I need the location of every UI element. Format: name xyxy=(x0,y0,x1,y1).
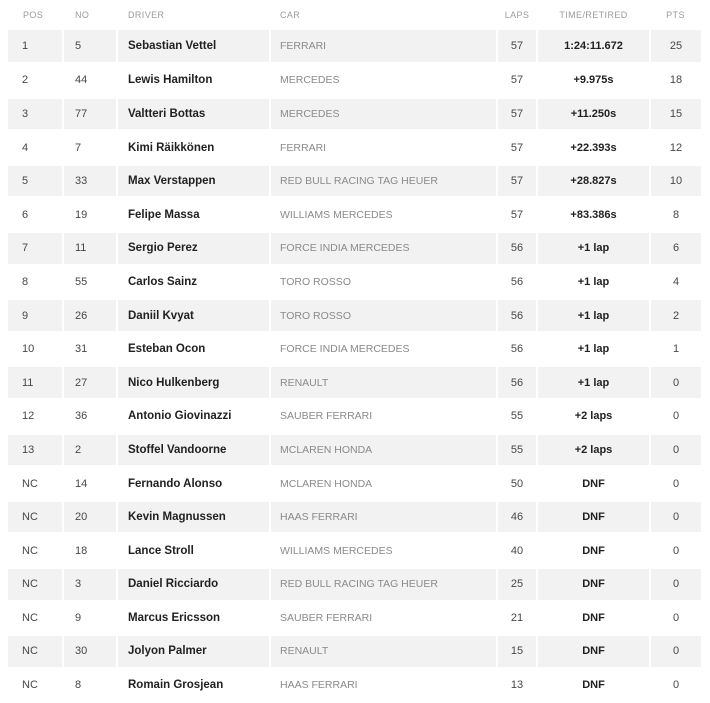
time-retired-cell: DNF xyxy=(537,635,650,669)
header-row xyxy=(8,0,701,30)
position-cell: 3 xyxy=(8,97,63,131)
table-row xyxy=(8,198,701,232)
car-team-cell: SAUBER FERRARI xyxy=(270,400,497,434)
column-header-driver: DRIVER xyxy=(128,10,165,20)
car-team-cell: FORCE INDIA MERCEDES xyxy=(270,332,497,366)
position-cell: 11 xyxy=(8,366,63,400)
driver-name-cell: Marcus Ericsson xyxy=(117,601,270,635)
position-cell: 4 xyxy=(8,131,63,165)
car-number-cell: 20 xyxy=(63,500,117,534)
car-number-cell: 7 xyxy=(63,131,117,165)
car-number-cell: 5 xyxy=(63,30,117,64)
time-retired-cell: +1 lap xyxy=(537,366,650,400)
car-number-cell: 55 xyxy=(63,265,117,299)
time-retired-cell: +1 lap xyxy=(537,232,650,266)
driver-name-cell: Fernando Alonso xyxy=(117,467,270,501)
laps-cell: 56 xyxy=(497,299,537,333)
car-number-cell: 14 xyxy=(63,467,117,501)
car-team-cell: HAAS FERRARI xyxy=(270,668,497,702)
position-cell: NC xyxy=(8,568,63,602)
driver-name-cell: Daniel Ricciardo xyxy=(117,568,270,602)
laps-cell: 13 xyxy=(497,668,537,702)
car-number-cell: 3 xyxy=(63,568,117,602)
time-retired-cell: DNF xyxy=(537,467,650,501)
table-row xyxy=(8,97,701,131)
points-cell: 8 xyxy=(650,198,701,232)
table-row xyxy=(8,601,701,635)
results-table xyxy=(8,0,701,703)
table-row xyxy=(8,366,701,400)
laps-cell: 21 xyxy=(497,601,537,635)
time-retired-cell: DNF xyxy=(537,500,650,534)
column-header-laps: LAPS xyxy=(504,10,530,20)
points-cell: 0 xyxy=(650,500,701,534)
car-number-cell: 36 xyxy=(63,400,117,434)
position-cell: NC xyxy=(8,467,63,501)
car-team-cell: RED BULL RACING TAG HEUER xyxy=(270,164,497,198)
driver-name-cell: Max Verstappen xyxy=(117,164,270,198)
laps-cell: 57 xyxy=(497,164,537,198)
car-number-cell: 30 xyxy=(63,635,117,669)
car-number-cell: 44 xyxy=(63,64,117,98)
car-team-cell: HAAS FERRARI xyxy=(270,500,497,534)
car-team-cell: FERRARI xyxy=(270,30,497,64)
column-header-time: TIME/RETIRED xyxy=(559,10,628,20)
time-retired-cell: +1 lap xyxy=(537,332,650,366)
time-retired-cell: +9.975s xyxy=(537,64,650,98)
driver-name-cell: Esteban Ocon xyxy=(117,332,270,366)
car-number-cell: 26 xyxy=(63,299,117,333)
points-cell: 25 xyxy=(650,30,701,64)
position-cell: 5 xyxy=(8,164,63,198)
driver-name-cell: Daniil Kvyat xyxy=(117,299,270,333)
driver-name-cell: Felipe Massa xyxy=(117,198,270,232)
position-cell: 13 xyxy=(8,433,63,467)
column-header-pos: POS xyxy=(23,10,44,20)
car-number-cell: 31 xyxy=(63,332,117,366)
position-cell: 10 xyxy=(8,332,63,366)
time-retired-cell: +22.393s xyxy=(537,131,650,165)
car-number-cell: 19 xyxy=(63,198,117,232)
table-row xyxy=(8,265,701,299)
table-row xyxy=(8,534,701,568)
car-team-cell: TORO ROSSO xyxy=(270,265,497,299)
table-row xyxy=(8,433,701,467)
table-row xyxy=(8,164,701,198)
car-team-cell: FERRARI xyxy=(270,131,497,165)
driver-name-cell: Antonio Giovinazzi xyxy=(117,400,270,434)
time-retired-cell: DNF xyxy=(537,668,650,702)
position-cell: NC xyxy=(8,534,63,568)
laps-cell: 50 xyxy=(497,467,537,501)
laps-cell: 57 xyxy=(497,198,537,232)
position-cell: 2 xyxy=(8,64,63,98)
car-number-cell: 18 xyxy=(63,534,117,568)
column-header-pts: PTS xyxy=(666,10,685,20)
points-cell: 0 xyxy=(650,400,701,434)
car-team-cell: RED BULL RACING TAG HEUER xyxy=(270,568,497,602)
car-team-cell: MCLAREN HONDA xyxy=(270,433,497,467)
table-row xyxy=(8,232,701,266)
car-team-cell: RENAULT xyxy=(270,635,497,669)
car-team-cell: MCLAREN HONDA xyxy=(270,467,497,501)
points-cell: 10 xyxy=(650,164,701,198)
points-cell: 6 xyxy=(650,232,701,266)
laps-cell: 57 xyxy=(497,64,537,98)
points-cell: 0 xyxy=(650,433,701,467)
laps-cell: 57 xyxy=(497,97,537,131)
laps-cell: 55 xyxy=(497,400,537,434)
position-cell: 8 xyxy=(8,265,63,299)
points-cell: 2 xyxy=(650,299,701,333)
table-row xyxy=(8,30,701,64)
points-cell: 12 xyxy=(650,131,701,165)
car-number-cell: 2 xyxy=(63,433,117,467)
driver-name-cell: Carlos Sainz xyxy=(117,265,270,299)
table-row xyxy=(8,668,701,702)
results-table-body xyxy=(8,30,701,702)
points-cell: 0 xyxy=(650,668,701,702)
laps-cell: 57 xyxy=(497,131,537,165)
table-row xyxy=(8,635,701,669)
position-cell: 7 xyxy=(8,232,63,266)
time-retired-cell: +83.386s xyxy=(537,198,650,232)
results-table-header xyxy=(8,0,701,30)
driver-name-cell: Kevin Magnussen xyxy=(117,500,270,534)
driver-name-cell: Lewis Hamilton xyxy=(117,64,270,98)
points-cell: 15 xyxy=(650,97,701,131)
laps-cell: 57 xyxy=(497,30,537,64)
position-cell: 12 xyxy=(8,400,63,434)
driver-name-cell: Romain Grosjean xyxy=(117,668,270,702)
car-team-cell: WILLIAMS MERCEDES xyxy=(270,534,497,568)
table-row xyxy=(8,299,701,333)
position-cell: 9 xyxy=(8,299,63,333)
driver-name-cell: Kimi Räikkönen xyxy=(117,131,270,165)
points-cell: 18 xyxy=(650,64,701,98)
car-team-cell: MERCEDES xyxy=(270,64,497,98)
laps-cell: 55 xyxy=(497,433,537,467)
laps-cell: 56 xyxy=(497,366,537,400)
laps-cell: 15 xyxy=(497,635,537,669)
column-header-no: NO xyxy=(75,10,90,20)
points-cell: 0 xyxy=(650,601,701,635)
driver-name-cell: Jolyon Palmer xyxy=(117,635,270,669)
position-cell: 1 xyxy=(8,30,63,64)
car-team-cell: SAUBER FERRARI xyxy=(270,601,497,635)
position-cell: NC xyxy=(8,601,63,635)
table-row xyxy=(8,568,701,602)
points-cell: 0 xyxy=(650,366,701,400)
position-cell: NC xyxy=(8,668,63,702)
points-cell: 0 xyxy=(650,635,701,669)
laps-cell: 56 xyxy=(497,332,537,366)
time-retired-cell: 1:24:11.672 xyxy=(537,30,650,64)
time-retired-cell: +1 lap xyxy=(537,299,650,333)
position-cell: 6 xyxy=(8,198,63,232)
points-cell: 4 xyxy=(650,265,701,299)
car-number-cell: 11 xyxy=(63,232,117,266)
table-row xyxy=(8,400,701,434)
time-retired-cell: +1 lap xyxy=(537,265,650,299)
points-cell: 0 xyxy=(650,534,701,568)
time-retired-cell: +28.827s xyxy=(537,164,650,198)
car-team-cell: TORO ROSSO xyxy=(270,299,497,333)
points-cell: 1 xyxy=(650,332,701,366)
laps-cell: 56 xyxy=(497,232,537,266)
car-team-cell: RENAULT xyxy=(270,366,497,400)
laps-cell: 25 xyxy=(497,568,537,602)
car-team-cell: MERCEDES xyxy=(270,97,497,131)
time-retired-cell: DNF xyxy=(537,601,650,635)
car-number-cell: 8 xyxy=(63,668,117,702)
car-number-cell: 9 xyxy=(63,601,117,635)
column-header-car: CAR xyxy=(280,10,301,20)
car-number-cell: 33 xyxy=(63,164,117,198)
table-row xyxy=(8,467,701,501)
position-cell: NC xyxy=(8,635,63,669)
time-retired-cell: +11.250s xyxy=(537,97,650,131)
table-row xyxy=(8,64,701,98)
time-retired-cell: +2 laps xyxy=(537,400,650,434)
laps-cell: 46 xyxy=(497,500,537,534)
time-retired-cell: DNF xyxy=(537,534,650,568)
time-retired-cell: +2 laps xyxy=(537,433,650,467)
table-row xyxy=(8,131,701,165)
car-team-cell: FORCE INDIA MERCEDES xyxy=(270,232,497,266)
position-cell: NC xyxy=(8,500,63,534)
table-row xyxy=(8,500,701,534)
driver-name-cell: Valtteri Bottas xyxy=(117,97,270,131)
driver-name-cell: Nico Hulkenberg xyxy=(117,366,270,400)
driver-name-cell: Stoffel Vandoorne xyxy=(117,433,270,467)
car-number-cell: 77 xyxy=(63,97,117,131)
points-cell: 0 xyxy=(650,467,701,501)
driver-name-cell: Lance Stroll xyxy=(117,534,270,568)
car-team-cell: WILLIAMS MERCEDES xyxy=(270,198,497,232)
car-number-cell: 27 xyxy=(63,366,117,400)
time-retired-cell: DNF xyxy=(537,568,650,602)
driver-name-cell: Sebastian Vettel xyxy=(117,30,270,64)
driver-name-cell: Sergio Perez xyxy=(117,232,270,266)
points-cell: 0 xyxy=(650,568,701,602)
table-row xyxy=(8,332,701,366)
laps-cell: 56 xyxy=(497,265,537,299)
laps-cell: 40 xyxy=(497,534,537,568)
